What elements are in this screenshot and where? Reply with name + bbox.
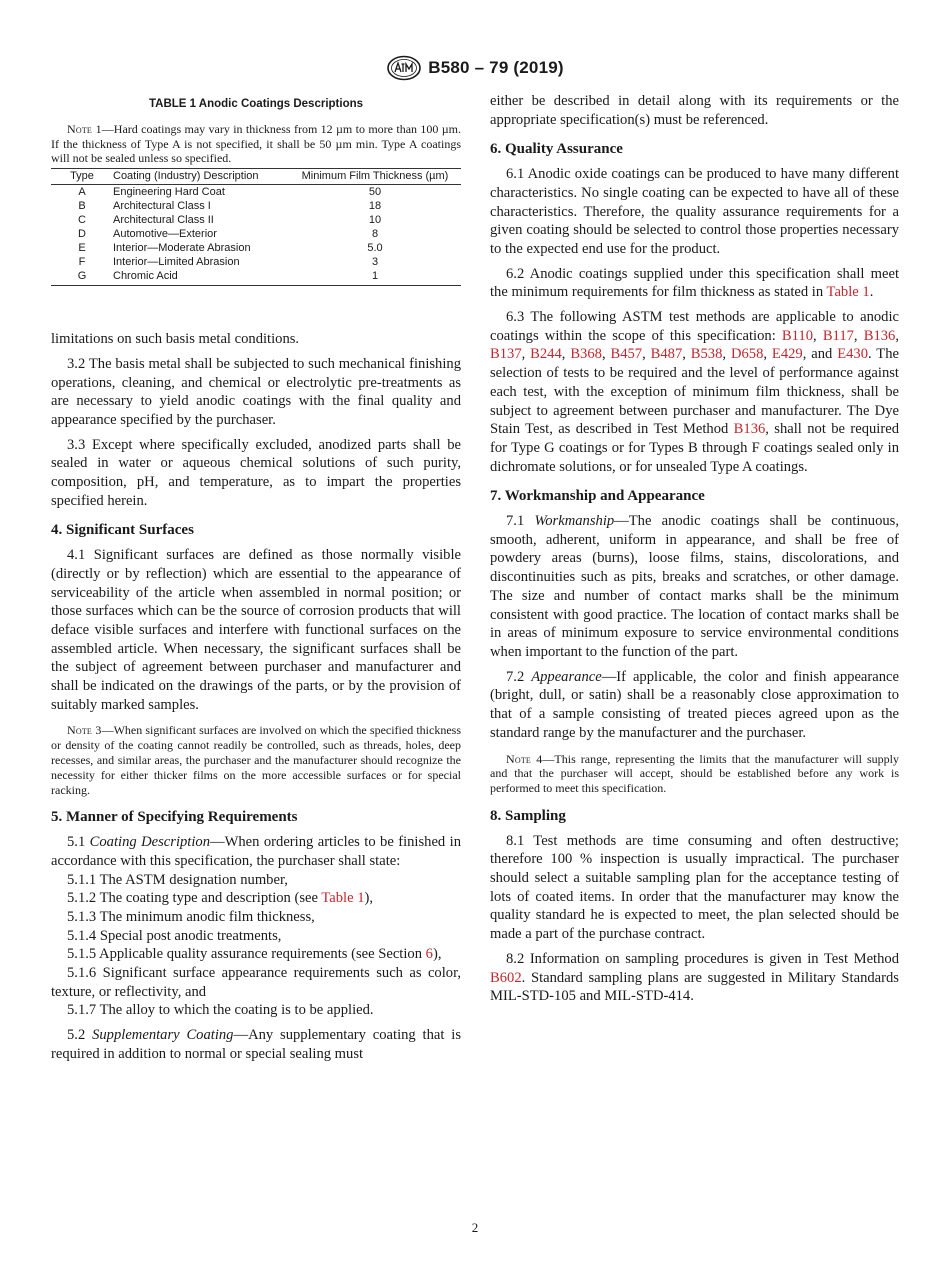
paragraph-text: 6.3 The following ASTM test methods are applicable to anodic coatings within the scope of this specification: xyxy=(490,309,899,344)
paragraph-continuation: either be described in detail along with its requirements or the appropriate specification(s) must be referenced. xyxy=(490,93,899,128)
table-row xyxy=(51,255,461,269)
paragraph-text: —When ordering articles to be finished in accordance with this specification, the purchaser shall state: xyxy=(51,834,461,869)
thickness-cell: 5.0 xyxy=(367,242,383,255)
b487-link[interactable]: B487 xyxy=(650,346,683,363)
item-5-1-1: 5.1.1 The ASTM designation number, xyxy=(67,871,288,888)
note-4 xyxy=(490,752,899,796)
paragraph-8-2 xyxy=(490,950,899,1006)
type-cell: G xyxy=(51,269,113,286)
paragraph-6-1: 6.1 Anodic oxide coatings can be produced to have many different characteristics. No single coating can be expected to have all of these characteristics. Therefore, the quality assurance requirements for a given coating should be selected to control those properties necessary to the expected end use for the product. xyxy=(490,166,899,257)
item-text: ), xyxy=(432,946,442,963)
paragraph-text: —If applicable, the color and finish appearance (bright, dull, or satin) shall be a reasonably close approximation to that of a sample consisting of treated pieces agreed upon as the standard range by the manufacturer and the purchaser. xyxy=(490,668,900,741)
column-header: Coating (Industry) Description xyxy=(113,169,289,185)
paragraph-text: 6.2 Anodic coatings supplied under this specification shall meet the minimum requirements for film thickness as stated in xyxy=(490,265,899,301)
table-1-link[interactable]: Table 1 xyxy=(826,284,870,301)
b244-link[interactable]: B244 xyxy=(530,346,562,363)
b136-link[interactable]: B136 xyxy=(733,421,766,438)
description-cell: Interior—Moderate Abrasion xyxy=(113,242,251,255)
conjunction-text: and xyxy=(811,346,833,363)
paragraph-7-1 xyxy=(490,512,899,662)
paragraph-8-1: 8.1 Test methods are time consuming and often destructive; therefore 100 % inspection is usually impractical. The purchaser should select a suitable sampling plan for the acceptance testing of lots of coated items. In order that the manufacturer may know the quality standard he is expected to meet, the plan selected should be made a part of the purchase contract. xyxy=(490,832,899,943)
description-cell: Automotive—Exterior xyxy=(113,228,217,241)
paragraph-7-2 xyxy=(490,668,899,743)
type-cell: C xyxy=(78,214,86,227)
type-cell: B xyxy=(78,200,86,213)
table-header-row xyxy=(51,169,461,185)
item-5-1-4: 5.1.4 Special post anodic treatments, xyxy=(67,927,282,944)
left-column xyxy=(51,92,461,1064)
paragraph-title: Supplementary Coating xyxy=(92,1027,234,1044)
description-cell: Engineering Hard Coat xyxy=(113,186,225,199)
paragraph-5-1 xyxy=(51,833,461,870)
thickness-cell: 10 xyxy=(368,214,382,227)
paragraph-text: . xyxy=(869,284,874,301)
section-heading-7: 7. Workmanship and Appearance xyxy=(490,488,705,505)
table-row xyxy=(51,227,461,241)
table-title: TABLE 1 Anodic Coatings Descriptions xyxy=(148,98,364,110)
b110-link[interactable]: B110 xyxy=(781,327,814,344)
item-text: 5.1.5 Applicable quality assurance requirements (see Section xyxy=(67,946,426,963)
document-designation: B580 – 79 (2019) xyxy=(428,58,564,77)
paragraph-text: —Any supplementary coating that is required in addition to normal or special sealing must xyxy=(51,1027,462,1062)
section-heading-5: 5. Manner of Specifying Requirements xyxy=(51,809,298,826)
note-3 xyxy=(51,723,461,797)
item-text: ), xyxy=(364,890,374,907)
paragraph-4-1: 4.1 Significant surfaces are defined as those normally visible (directly or by reflection) which are essential to the appearance of serviceability of the article when assembled in normal position; or those surfaces which can be the source of corrosion products that will deface visible surfaces and interfere with functional surfaces on the assembled article. When necessary, the significant surfaces shall be the subject of agreement between purchaser and manufacturer and shall be indicated on the drawings of the parts, or by the provision of suitably marked samples. xyxy=(51,547,461,713)
column-header: Minimum Film Thickness (µm) xyxy=(289,169,461,185)
paragraph-number: 5.2 xyxy=(67,1027,93,1044)
section-heading-4: 4. Significant Surfaces xyxy=(51,522,194,539)
note-text: —When significant surfaces are involved on which the specified thickness or density of the coating cannot readily be controlled, such as threads, holes, deep recesses, and similar areas, the purchaser and the manufacturer should recognize the necessity for either thicker films on the more accessible surfaces or for special racking. xyxy=(51,723,462,797)
table-row xyxy=(51,269,461,286)
table-row xyxy=(51,185,461,200)
paragraph-number: 7.1 xyxy=(506,513,535,530)
note-label: Note 3 xyxy=(67,723,102,738)
description-cell: Architectural Class II xyxy=(113,214,214,227)
type-cell: F xyxy=(78,256,86,269)
item-5-1-6: 5.1.6 Significant surface appearance requirements such as color, texture, or reflectivity, and xyxy=(51,965,461,1000)
paragraph-text: , shall not be required for Type G coatings or for Types B through F coatings sealed only in dichromate solutions, or for unsealed Type A coatings. xyxy=(490,421,899,475)
paragraph-number: 5.1 xyxy=(67,834,90,851)
item-5-1-3: 5.1.3 The minimum anodic film thickness, xyxy=(67,908,315,925)
description-cell: Chromic Acid xyxy=(113,269,289,286)
paragraph-continuation: limitations on such basis metal conditions. xyxy=(51,331,300,348)
item-5-1-2 xyxy=(51,889,461,908)
description-cell: Interior—Limited Abrasion xyxy=(113,256,240,269)
b538-link[interactable]: B538 xyxy=(690,346,723,363)
thickness-cell: 3 xyxy=(371,256,379,269)
table-note xyxy=(51,122,461,166)
paragraph-text: 8.2 Information on sampling procedures is given in Test Method xyxy=(506,950,899,967)
section-heading-6: 6. Quality Assurance xyxy=(490,141,623,158)
note-label: Note 1 xyxy=(67,121,102,136)
table-row xyxy=(51,241,461,255)
paragraph-title: Coating Description xyxy=(89,834,211,851)
item-5-1-7: 5.1.7 The alloy to which the coating is to be applied. xyxy=(67,1002,374,1019)
right-column xyxy=(490,92,899,1006)
paragraph-title: Workmanship xyxy=(534,513,615,530)
b137-link[interactable]: B137 xyxy=(490,346,522,363)
type-cell: A xyxy=(78,186,86,199)
paragraph-number: 7.2 xyxy=(506,668,532,685)
item-5-1-5 xyxy=(51,945,461,964)
b602-link[interactable]: B602 xyxy=(490,969,522,986)
astm-logo-icon xyxy=(386,55,422,81)
thickness-cell: 18 xyxy=(368,200,382,213)
e430-link[interactable]: E430 xyxy=(837,346,869,363)
section-6-link[interactable]: 6 xyxy=(425,946,433,963)
note-label: Note 4 xyxy=(506,751,543,766)
paragraph-text: . Standard sampling plans are suggested in Military Standards MIL-STD-105 and MIL-STD-414. xyxy=(490,969,899,1005)
section-heading-8: 8. Sampling xyxy=(490,807,566,824)
page-number: 2 xyxy=(471,1220,479,1235)
note-text: —This range, representing the limits that the manufacturer will supply and that the purchaser will accept, should be established before any work is performed to meet this specification. xyxy=(490,751,899,796)
coatings-table xyxy=(51,168,461,286)
thickness-cell: 8 xyxy=(371,228,379,241)
thickness-cell: 1 xyxy=(289,269,461,286)
paragraph-title: Appearance xyxy=(531,668,602,685)
description-cell: Architectural Class I xyxy=(113,200,211,213)
b368-link[interactable]: B368 xyxy=(570,346,602,363)
item-text: 5.1.2 The coating type and description (see xyxy=(67,890,322,907)
table-row xyxy=(51,213,461,227)
paragraph-3-3: 3.3 Except where specifically excluded, anodized parts shall be sealed in water or aqueous chemical solutions of such purity, composition, pH, and temperature, as to impart the properties specified herein. xyxy=(51,436,461,509)
paragraph-6-3: 6.3 The following ASTM test methods are applicable to anodic coatings within the scope of this specification: B110, B117, B136, B137, B244, B368, B457, B487, B538, D658, E429, and E430. The selection of tests to be required and the level of performance against each test, with the exception of minimum film thickness, shall be subject to agreement between purchaser and manufacturer. The Dye Stain Test, as described in Test Method B136, shall not be required for Type G coatings or for Types B through F coatings sealed only in dichromate solutions, or for unsealed Type A coatings. xyxy=(490,309,900,475)
paragraph-5-2 xyxy=(51,1026,461,1063)
paragraph-text: —The anodic coatings shall be continuous, smooth, adherent, uniform in appearance, and shall be free of powdery areas (burns), loose films, stains, discolorations, and discontinuities such as pits, breaks and scratches, or other damage. The size and number of contact marks shall be the minimum consistent with good practice. The location of contact marks shall be in areas of minimum exposure to service environmental conditions when important to the function of the part. xyxy=(490,513,899,660)
b457-link[interactable]: B457 xyxy=(610,346,643,363)
paragraph-3-2: 3.2 The basis metal shall be subjected to such mechanical finishing operations, cleaning, and chemical or electrolytic pre-treatments as are necessary to yield anodic coatings with the final quality and appearance specified by the purchaser. xyxy=(51,355,461,428)
b136-link[interactable]: B136 xyxy=(863,327,896,344)
e429-link[interactable]: E429 xyxy=(771,346,803,363)
paragraph-6-2 xyxy=(490,265,899,302)
type-cell: D xyxy=(78,228,86,241)
type-cell: E xyxy=(78,242,86,255)
page-header xyxy=(0,55,950,86)
table-row xyxy=(51,199,461,213)
d658-link[interactable]: D658 xyxy=(730,346,764,363)
table-1-link[interactable]: Table 1 xyxy=(321,890,365,907)
note-text: —Hard coatings may vary in thickness from 12 µm to more than 100 µm. If the thickness of Type A is not specified, it shall be 50 µm min. Type A coatings will not be sealed unless so specified. xyxy=(51,121,461,166)
paragraph-text: . The selection of tests to be required and the level of performance against each test, with the exception of minimum film thickness, shall be subject to agreement between purchaser and manufacturer. The Dye Stain Test, as described in Test Method xyxy=(490,346,899,438)
column-header: Type xyxy=(51,169,113,185)
thickness-cell: 50 xyxy=(368,186,382,199)
b117-link[interactable]: B117 xyxy=(822,327,854,344)
